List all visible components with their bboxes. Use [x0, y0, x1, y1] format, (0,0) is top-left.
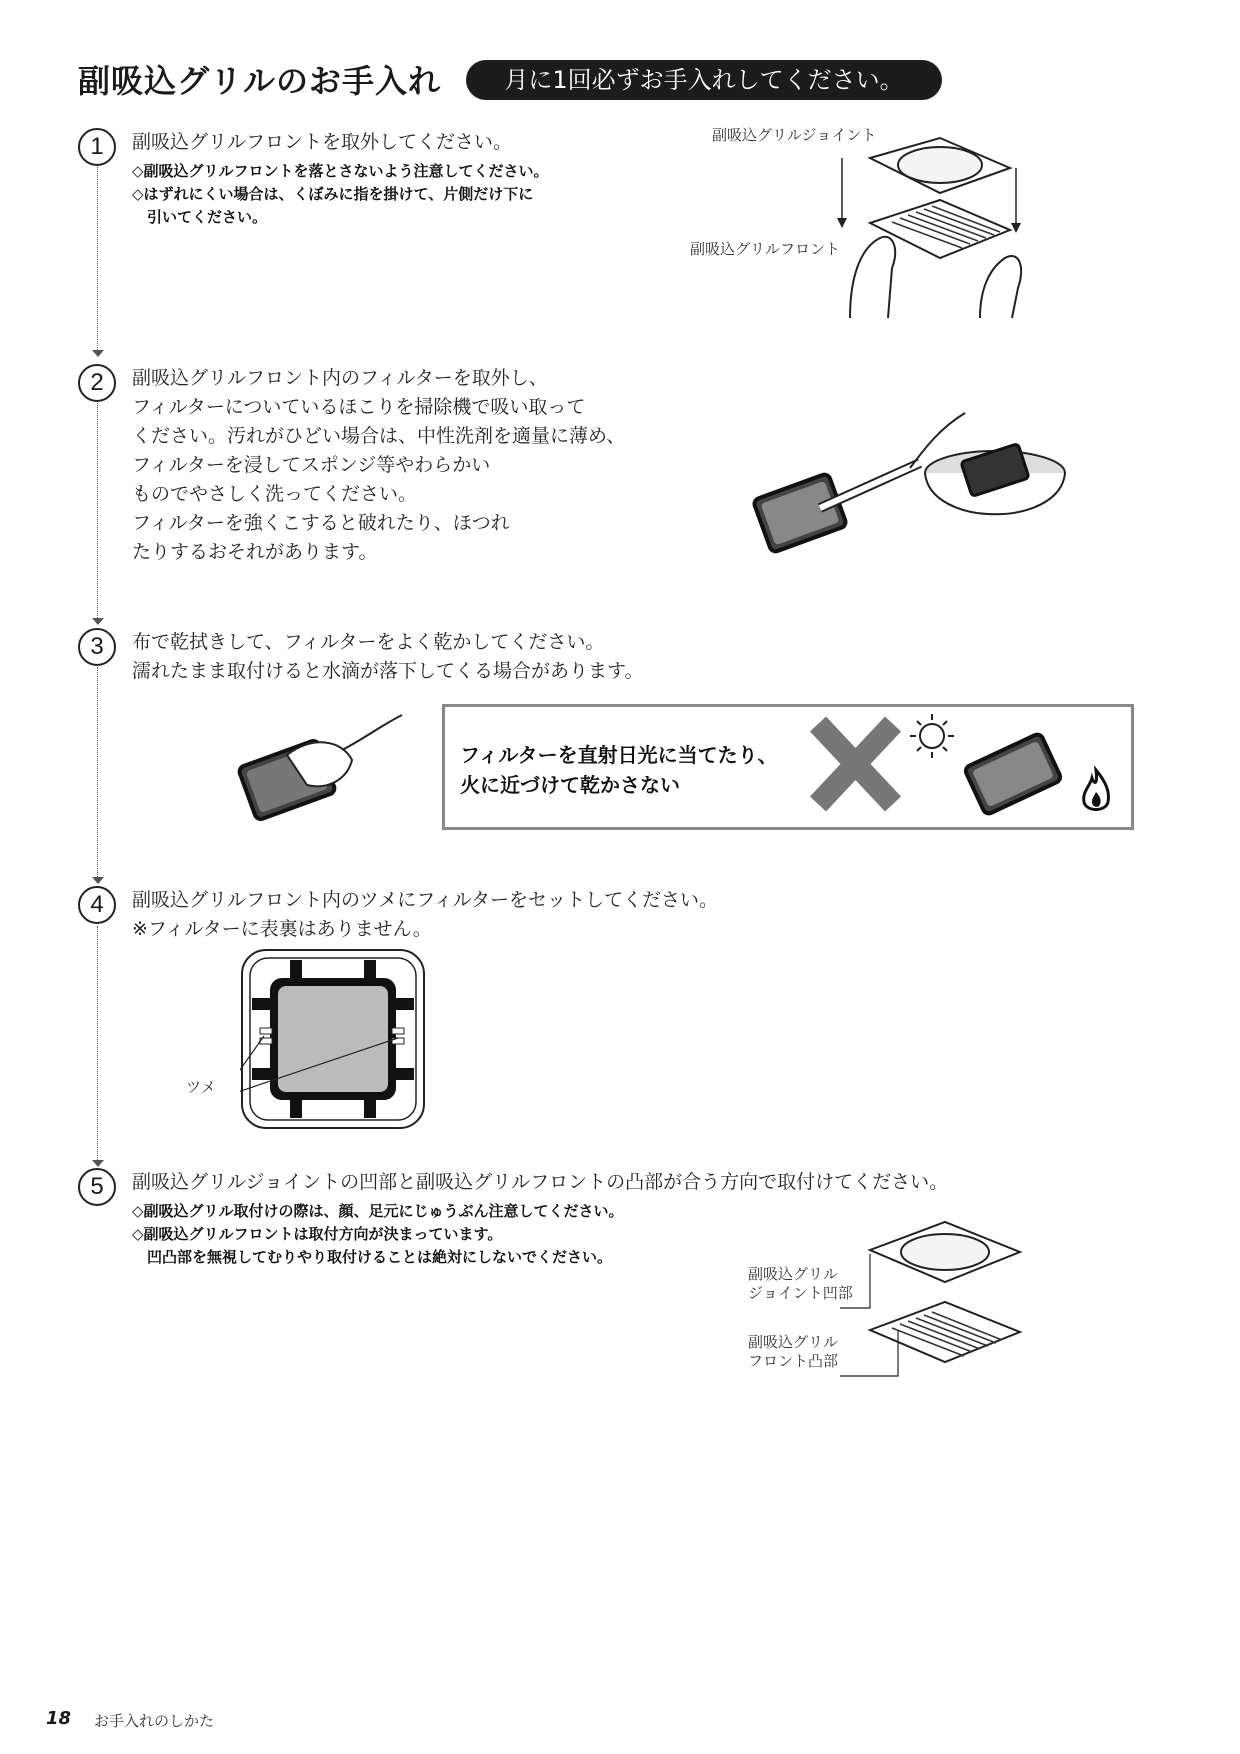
step-4-line: ※フィルターに表裏はありません。	[132, 918, 432, 940]
monthly-care-banner: 月に1回必ずお手入れしてください。	[466, 60, 942, 100]
step-1-note: ◇はずれにくい場合は、くぼみに指を掛けて、片側だけ下に	[132, 185, 534, 203]
label-joint-concave	[748, 1265, 853, 1303]
filter-set-illustration	[240, 948, 426, 1130]
step-5-line: 副吸込グリルジョイントの凹部と副吸込グリルフロントの凸部が合う方向で取付けてください。	[132, 1171, 949, 1193]
step-1-note: 引いてください。	[132, 208, 268, 226]
prohibited-x-icon	[818, 724, 893, 804]
step-2-instructions	[132, 364, 625, 567]
footer-section-title: お手入れのしかた	[94, 1712, 215, 1730]
grill-removal-illustration	[830, 118, 1040, 328]
step-3-line: 布で乾拭きして、フィルターをよく乾かしてください。	[132, 631, 605, 653]
step-2-line: フィルターについているほこりを掃除機で吸い取って	[132, 396, 586, 418]
step-4-line: 副吸込グリルフロント内のツメにフィルターをセットしてください。	[132, 889, 718, 911]
label-grill-joint: 副吸込グリルジョイント	[712, 126, 877, 144]
step-5-note: 凹凸部を無視してむりやり取付けることは絶対にしないでください。	[132, 1248, 613, 1266]
step-5-instructions	[132, 1168, 948, 1197]
step-connector-line	[97, 400, 98, 618]
warning-text	[460, 740, 778, 800]
step-number-4: 4	[78, 886, 116, 924]
step-4-instructions	[132, 886, 718, 944]
label-front-convex	[748, 1333, 838, 1371]
label-tsume: ツメ	[186, 1078, 216, 1096]
step-1-instructions	[132, 128, 512, 157]
connector-arrow-icon	[92, 877, 104, 884]
step-connector-line	[97, 160, 98, 350]
step-1-notes	[132, 160, 549, 229]
step-5-notes	[132, 1200, 624, 1269]
sun-icon	[910, 714, 954, 758]
label-front-convex-line: 副吸込グリル	[748, 1333, 839, 1351]
step-number-3: 3	[78, 628, 116, 666]
step-connector-line	[97, 926, 98, 1160]
step-1-note: ◇副吸込グリルフロントを落とさないよう注意してください。	[132, 162, 549, 180]
warning-line: 火に近づけて乾かさない	[460, 773, 680, 797]
step-number-5: 5	[78, 1168, 116, 1206]
step-2-line: ものでやさしく洗ってください。	[132, 483, 418, 505]
step-5-note: ◇副吸込グリル取付けの際は、顔、足元にじゅうぶん注意してください。	[132, 1202, 624, 1220]
label-grill-front: 副吸込グリルフロント	[690, 240, 841, 258]
connector-arrow-icon	[92, 618, 104, 625]
label-front-convex-line: フロント凸部	[748, 1352, 839, 1370]
step-2-line: ください。汚れがひどい場合は、中性洗剤を適量に薄め、	[132, 425, 626, 447]
step-number-2: 2	[78, 364, 116, 402]
step-connector-line	[97, 667, 98, 877]
step-2-line: 副吸込グリルフロント内のフィルターを取外し、	[132, 367, 548, 389]
page-number: 18	[46, 1708, 72, 1729]
warning-line: フィルターを直射日光に当てたり、	[460, 743, 778, 767]
connector-arrow-icon	[92, 350, 104, 357]
label-joint-concave-line: ジョイント凹部	[748, 1284, 853, 1302]
step-2-line: たりするおそれがあります。	[132, 541, 378, 563]
label-joint-concave-line: 副吸込グリル	[748, 1265, 839, 1283]
wipe-filter-illustration	[232, 705, 412, 825]
step-5-note: ◇副吸込グリルフロントは取付方向が決まっています。	[132, 1225, 503, 1243]
connector-arrow-icon	[92, 1160, 104, 1167]
fire-icon	[1084, 770, 1109, 810]
step-2-line: フィルターを浸してスポンジ等やわらかい	[132, 454, 491, 476]
step-2-line: フィルターを強くこすると破れたり、ほつれ	[132, 512, 510, 534]
page-title: 副吸込グリルのお手入れ	[78, 62, 442, 100]
step-3-line: 濡れたまま取付けると水滴が落下してくる場合があります。	[132, 660, 644, 682]
warning-illustration	[808, 712, 1128, 822]
grill-install-illustration	[840, 1210, 1040, 1385]
step-number-1: 1	[78, 128, 116, 166]
step-1-line: 副吸込グリルフロントを取外してください。	[132, 131, 513, 153]
filter-cleaning-illustration	[740, 408, 1070, 558]
step-3-instructions	[132, 628, 643, 686]
